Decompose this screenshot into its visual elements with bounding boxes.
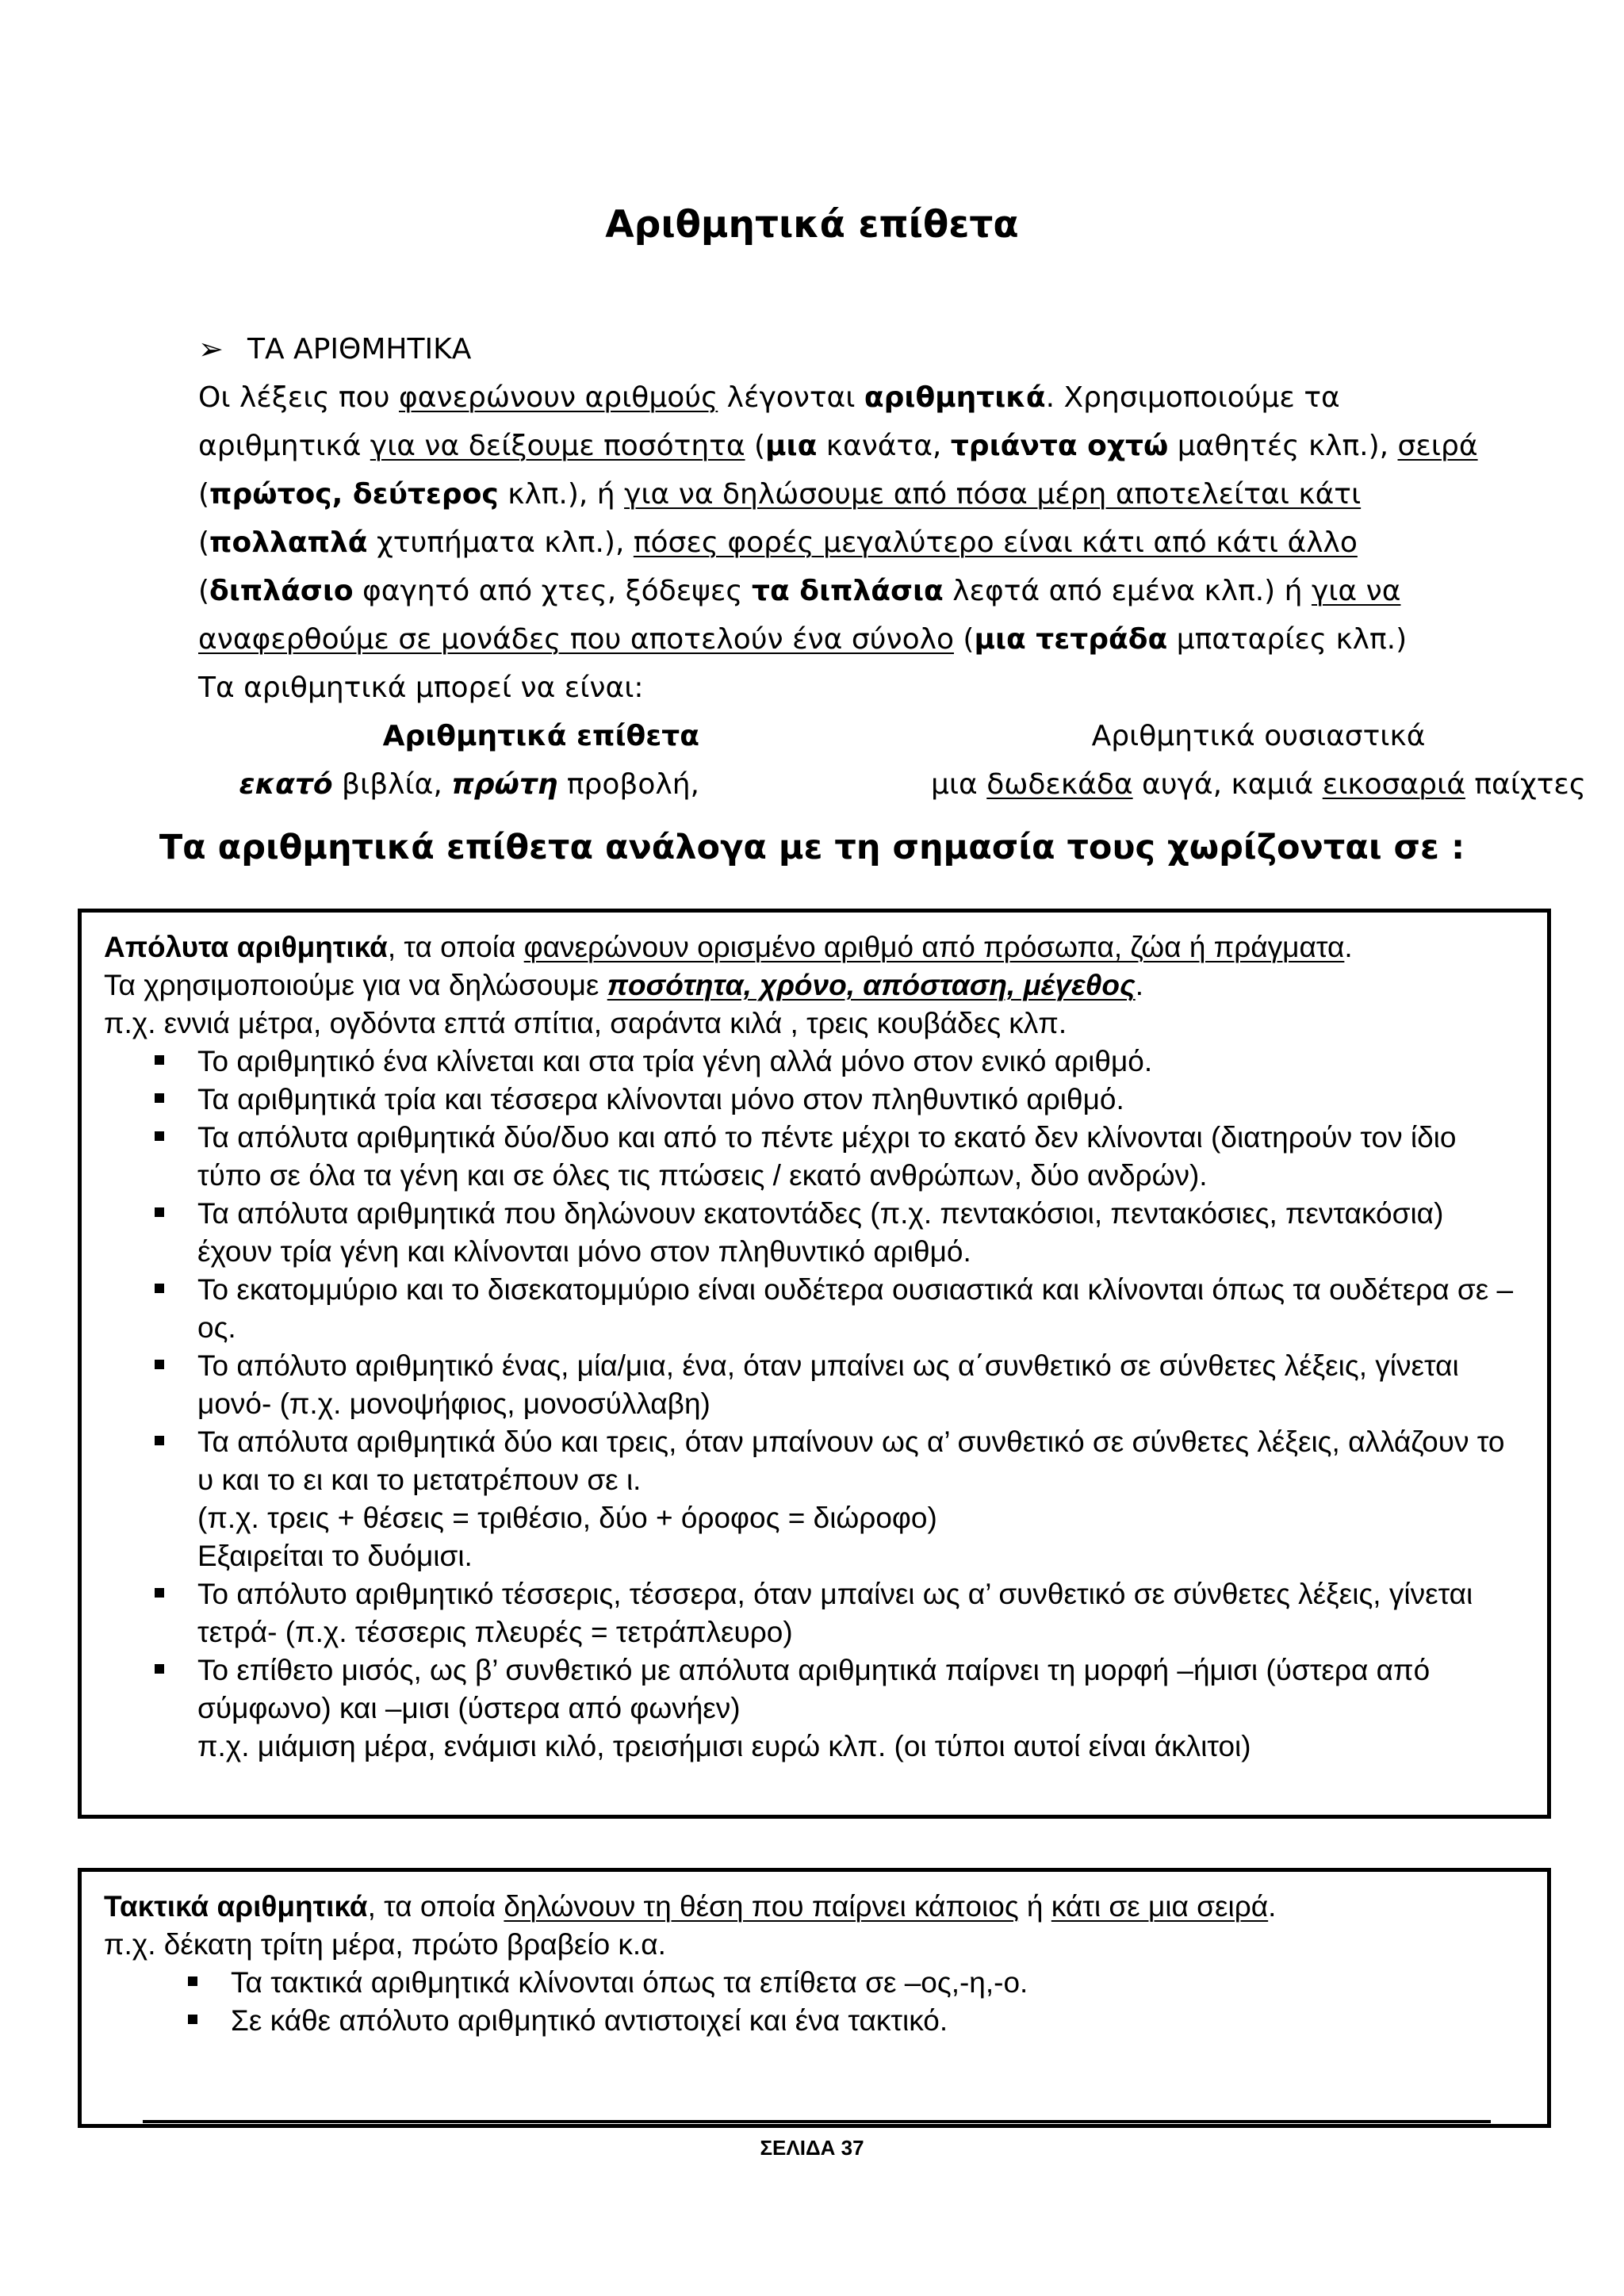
bold-term: αριθμητικά	[864, 381, 1046, 414]
text-segment: .	[1268, 1890, 1277, 1923]
text-segment: (	[953, 623, 975, 656]
text-segment: αυγά, καμιά	[1132, 768, 1323, 801]
list-item: Το επίθετο μισός, ως β’ συνθετικό με απόλυτα αριθμητικά παίρνει τη μορφή –ήμισι (ύστερα από σύμφωνο) και –μισι (ύστερα από φωνήεν)	[197, 1651, 1525, 1728]
list-item: Τα αριθμητικά τρία και τέσσερα κλίνονται μόνο στον πληθυντικό αριθμό.	[197, 1081, 1525, 1119]
text-segment: λεφτά από εμένα κλπ.) ή	[943, 575, 1312, 607]
list-item: Το απόλυτο αριθμητικό τέσσερις, τέσσερα, όταν μπαίνει ως α’ συνθετικό σε σύνθετες λέξεις, γίνεται τετρά- (π.χ. τέσσερις πλευρές = τετράπλευρο)	[197, 1575, 1525, 1651]
footer-divider	[143, 2120, 1491, 2123]
text-segment: προβολή,	[557, 768, 699, 801]
example-line: π.χ. μιάμιση μέρα, ενάμισι κιλό, τρεισήμισι ευρώ κλπ. (οι τύποι αυτοί είναι άκλιτοι)	[197, 1730, 1251, 1762]
text-segment: .	[1344, 931, 1353, 963]
underlined-text: δωδεκάδα	[986, 768, 1133, 801]
list-item: Το απόλυτο αριθμητικό ένας, μία/μια, ένα, όταν μπαίνει ως α΄συνθετικό σε σύνθετες λέξεις, γίνεται μονό- (π.χ. μονοψήφιος, μονοσύλλαβη)	[197, 1347, 1525, 1423]
list-item: Το αριθμητικό ένα κλίνεται και στα τρία γένη αλλά μόνο στον ενικό αριθμό.	[197, 1043, 1525, 1081]
underlined-bold-italic-text: ποσότητα, χρόνο, απόσταση, μέγεθος	[607, 969, 1136, 1001]
bold-italic-term: εκατό	[239, 768, 333, 801]
underlined-text: σειρά	[1397, 430, 1478, 462]
text-segment: λέγονται	[718, 381, 864, 414]
rules-list	[104, 1964, 1525, 2040]
numeral-adjectives-heading: Αριθμητικά επίθετα	[382, 720, 699, 752]
ordinal-numerals-box	[78, 1868, 1551, 2128]
section-subtitle: Τα αριθμητικά επίθετα ανάλογα με τη σημασία τους χωρίζονται σε :	[159, 828, 1465, 867]
list-item: Τα απόλυτα αριθμητικά δύο/δυο και από το πέντε μέχρι το εκατό δεν κλίνονται (διατηρούν τον ίδιο τύπο σε όλα τα γένη και σε όλες τις πτώσεις / εκατό ανθρώπων, δύο ανδρών).	[197, 1119, 1525, 1195]
text-segment: . Χρησιμοποιούμε τα αριθμητικά	[198, 381, 1340, 462]
text-segment: ή	[1018, 1890, 1051, 1923]
text-segment: , τα οποία	[367, 1890, 504, 1923]
text-segment: παίχτες	[1465, 768, 1587, 801]
bold-term: Τακτικά αριθμητικά	[104, 1890, 368, 1923]
cardinal-numerals-box	[78, 909, 1551, 1819]
types-intro: Τα αριθμητικά μπορεί να είναι:	[198, 672, 644, 704]
example-line: (π.χ. τρεις + θέσεις = τριθέσιο, δύο + όροφος = διώροφο)	[197, 1502, 937, 1534]
page-number: ΣΕΛΙΔΑ 37	[760, 2136, 864, 2160]
bold-term: μια	[765, 430, 818, 462]
underlined-text: πόσες φορές μεγαλύτερο είναι κάτι από κάτι άλλο	[633, 526, 1358, 559]
text-segment: κλπ.), ή	[498, 478, 625, 511]
text-segment: .	[1135, 969, 1143, 1001]
text-segment: (	[198, 526, 210, 559]
underlined-text: για να δηλώσουμε από πόσα μέρη αποτελείται κάτι	[624, 478, 1362, 511]
text-segment: (	[198, 478, 210, 511]
text-segment: Οι λέξεις που	[198, 381, 399, 414]
numeral-nouns-heading: Αριθμητικά ουσιαστικά	[1091, 720, 1426, 752]
numeral-nouns-example	[825, 760, 1624, 809]
text-segment: , τα οποία	[387, 931, 524, 963]
text-segment: Τα χρησιμοποιούμε για να δηλώσουμε	[104, 969, 607, 1001]
section-heading	[198, 325, 1499, 373]
bold-term: τριάντα οχτώ	[950, 430, 1169, 462]
list-item: Τα απόλυτα αριθμητικά δύο και τρεις, όταν μπαίνουν ως α’ συνθετικό σε σύνθετες λέξεις, αλλάζουν το υ και το ει και το μετατρέπουν σε ι.	[197, 1423, 1525, 1499]
bold-term: πολλαπλά	[209, 526, 368, 559]
underlined-text: για να αναφερθούμε σε μονάδες που αποτελούν ένα σύνολο	[198, 575, 1401, 656]
underlined-text: φανερώνουν αριθμούς	[398, 381, 718, 414]
bold-term: μια τετράδα	[974, 623, 1168, 656]
list-item: Τα απόλυτα αριθμητικά που δηλώνουν εκατοντάδες (π.χ. πεντακόσιοι, πεντακόσιες, πεντακόσια) έχουν τρία γένη και κλίνονται μόνο στον πληθυντικό αριθμό.	[197, 1195, 1525, 1271]
intro-section	[198, 325, 1587, 809]
box-paragraph	[104, 1888, 1525, 1926]
example-line: π.χ. δέκατη τρίτη μέρα, πρώτο βραβείο κ.α.	[104, 1928, 666, 1961]
text-segment: μια	[930, 768, 987, 801]
bold-term: τα διπλάσια	[751, 575, 944, 607]
numeral-adjectives-example	[198, 760, 699, 809]
text-segment: φαγητό από χτες, ξόδεψες	[353, 575, 752, 607]
list-item: Τα τακτικά αριθμητικά κλίνονται όπως τα επίθετα σε –ος,-η,-ο.	[231, 1964, 1525, 2002]
intro-paragraph	[198, 373, 1499, 664]
underlined-text: κάτι σε μια σειρά	[1051, 1890, 1269, 1923]
underlined-text: δηλώνουν τη θέση που παίρνει κάποιος	[504, 1890, 1019, 1923]
box-paragraph	[104, 928, 1525, 966]
underlined-text: για να δείξουμε ποσότητα	[370, 430, 745, 462]
page-title: Αριθμητικά επίθετα	[605, 203, 1019, 247]
text-segment: (	[745, 430, 766, 462]
text-segment: κανάτα,	[817, 430, 951, 462]
list-item: Σε κάθε απόλυτο αριθμητικό αντιστοιχεί και ένα τακτικό.	[231, 2002, 1525, 2040]
list-item: Το εκατομμύριο και το δισεκατομμύριο είναι ουδέτερα ουσιαστικά και κλίνονται όπως τα ουδέτερα σε –ος.	[197, 1271, 1525, 1347]
text-segment: μαθητές κλπ.),	[1168, 430, 1398, 462]
types-headings-row	[198, 712, 1499, 760]
text-segment: (	[198, 575, 210, 607]
rules-list	[104, 1043, 1525, 1499]
bold-term: διπλάσιο	[209, 575, 354, 607]
underlined-text: φανερώνουν ορισμένο αριθμό από πρόσωπα, ζώα ή πράγματα	[523, 931, 1345, 963]
bold-term: πρώτος, δεύτερος	[209, 478, 499, 511]
rules-list	[104, 1575, 1525, 1728]
text-segment: μπαταρίες κλπ.)	[1167, 623, 1408, 656]
bold-italic-term: πρώτη	[451, 768, 558, 801]
types-examples-row	[198, 760, 1587, 809]
bold-term: Απόλυτα αριθμητικά	[104, 931, 388, 963]
section-heading-text: ΤΑ ΑΡΙΘΜΗΤΙΚΑ	[247, 333, 472, 365]
exception-line: Εξαιρείται το δυόμισι.	[197, 1540, 473, 1572]
example-line: π.χ. εννιά μέτρα, ογδόντα επτά σπίτια, σαράντα κιλά , τρεις κουβάδες κλπ.	[104, 1007, 1067, 1039]
arrow-bullet-icon: ➢	[198, 331, 224, 366]
text-segment: χτυπήματα κλπ.),	[367, 526, 634, 559]
text-segment: βιβλία,	[332, 768, 452, 801]
box-paragraph	[104, 966, 1525, 1004]
underlined-text: εικοσαριά	[1322, 768, 1465, 801]
